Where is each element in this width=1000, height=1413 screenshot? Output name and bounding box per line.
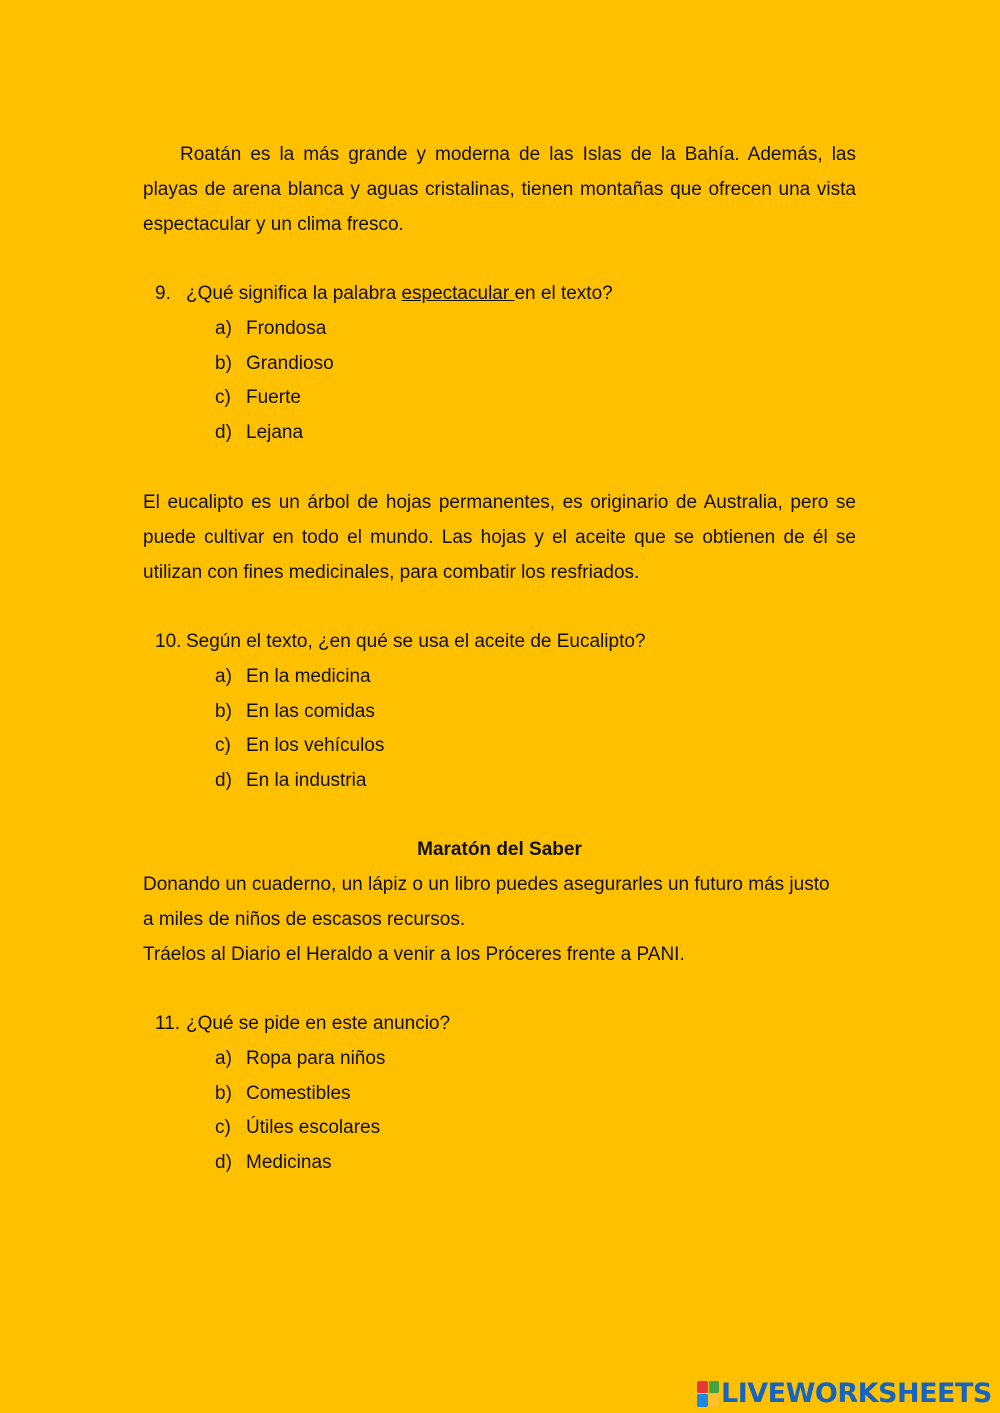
- logo-icon: [697, 1381, 719, 1407]
- options-list: [143, 659, 856, 797]
- option-c[interactable]: c) Fuerte: [215, 387, 301, 409]
- passage-roatan: Roatán es la más grande y moderna de las Islas de la Bahía. Además, las playas de arena blanca y aguas cristalinas, tienen montañas que ofrecen una vista espectacular y un clima fresco.: [143, 144, 856, 235]
- question-number: 10.: [155, 631, 182, 652]
- option-c[interactable]: c) Útiles escolares: [215, 1117, 381, 1139]
- option-b[interactable]: b) Grandioso: [215, 352, 334, 374]
- options-list: [143, 1041, 856, 1179]
- underlined-word: espectacular: [401, 283, 515, 304]
- option-b[interactable]: b) En las comidas: [215, 700, 375, 722]
- liveworksheets-logo: [697, 1378, 992, 1409]
- question-text: Según el texto, ¿en qué se usa el aceite de Eucalipto?: [186, 631, 646, 652]
- option-a[interactable]: a) Frondosa: [215, 318, 327, 339]
- ad-title: Maratón del Saber: [417, 839, 582, 860]
- option-d[interactable]: d) En la industria: [215, 769, 367, 791]
- ad-line-1: Donando un cuaderno, un lápiz o un libro puedes asegurarles un futuro más justo: [143, 874, 830, 895]
- question-number: 11.: [155, 1013, 181, 1034]
- option-a[interactable]: a) En la medicina: [215, 666, 371, 687]
- options-list: [143, 311, 856, 449]
- ad-block: [143, 832, 856, 972]
- question-10: [143, 624, 856, 797]
- option-d[interactable]: d) Medicinas: [215, 1151, 332, 1173]
- option-a[interactable]: a) Ropa para niños: [215, 1048, 386, 1069]
- question-9: [143, 276, 856, 449]
- question-text: ¿Qué significa la palabra espectacular en el texto?: [186, 283, 613, 304]
- option-b[interactable]: b) Comestibles: [215, 1082, 351, 1104]
- ad-line-2: a miles de niños de escasos recursos.: [143, 909, 466, 930]
- option-d[interactable]: d) Lejana: [215, 421, 304, 443]
- question-number: 9.: [155, 283, 171, 304]
- question-text: ¿Qué se pide en este anuncio?: [186, 1013, 451, 1034]
- option-c[interactable]: c) En los vehículos: [215, 735, 385, 757]
- logo-text: LIVEWORKSHEETS: [721, 1378, 992, 1409]
- question-11: [143, 1006, 856, 1179]
- ad-line-3: Tráelos al Diario el Heraldo a venir a los Próceres frente a PANI.: [143, 944, 685, 965]
- passage-eucalipto: El eucalipto es un árbol de hojas permanentes, es originario de Australia, pero se puede cultivar en todo el mundo. Las hojas y el aceite que se obtienen de él se utilizan con fines medicinales, para combatir los resfriados.: [143, 492, 856, 583]
